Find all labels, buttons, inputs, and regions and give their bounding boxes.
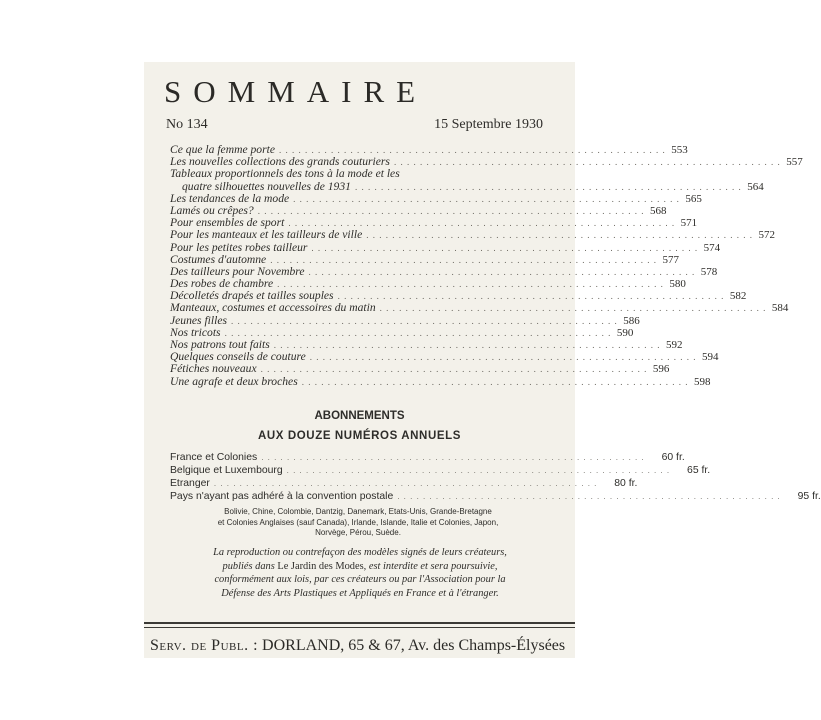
countries-line: Bolivie, Chine, Colombie, Dantzig, Danemark, Etats-Unis, Grande-Bretagne [224,507,492,516]
toc-entry [170,228,775,242]
toc-entry-title: Nos tricots [170,325,221,339]
footer-rule [144,622,575,624]
issue-date: 15 Septembre 1930 [434,117,543,132]
subscription-leader-dots: . . . . . . . . . . . . . . . . . . . . . . . . . . . . . . . . . . . . . . . . . . . . . . . . . . . . . . . . . . . . [397,492,781,501]
toc-entry-title: Des robes de chambre [170,277,274,291]
magazine-page [144,62,821,658]
toc-entry [170,313,640,327]
subscription-leader-dots: . . . . . . . . . . . . . . . . . . . . . . . . . . . . . . . . . . . . . . . . . . . . . . . . . . . . . . . . . . . . [261,453,645,462]
toc-leader-dots: . . . . . . . . . . . . . . . . . . . . . . . . . . . . . . . . . . . . . . . . . . . . . . . . . . . . . . . . . . . . [366,230,753,241]
toc-entry [170,168,546,180]
toc-entry-title: Nos patrons tout faits [170,338,270,351]
subscription-row [170,452,685,465]
toc-leader-dots: . . . . . . . . . . . . . . . . . . . . . . . . . . . . . . . . . . . . . . . . . . . . . . . . . . . . . . . . . . . . [293,193,680,204]
toc-entry-title: Pour ensembles de sport [170,216,285,230]
toc-leader-dots: . . . . . . . . . . . . . . . . . . . . . . . . . . . . . . . . . . . . . . . . . . . . . . . . . . . . . . . . . . . . [311,242,699,253]
toc-entry-title: Tableaux proportionnels des tons à la mode et les [170,167,400,181]
subscription-region: Pays n'ayant pas adhéré à la convention postale [170,491,394,502]
toc-leader-dots: . . . . . . . . . . . . . . . . . . . . . . . . . . . . . . . . . . . . . . . . . . . . . . . . . . . . . . . . . . . . [277,279,664,290]
subscription-price: 65 fr. [687,465,711,476]
toc-entry-title: Lamés ou crêpes? [170,203,254,217]
toc-entry-page: 571 [680,217,698,230]
toc-entry-title: Une agrafe et deux broches [170,374,298,388]
toc-leader-dots: . . . . . . . . . . . . . . . . . . . . . . . . . . . . . . . . . . . . . . . . . . . . . . . . . . . . . . . . . . . . [301,376,689,387]
toc-entry-title: Ce que la femme porte [170,143,275,156]
subscription-row [170,491,821,504]
toc-entry-page: 577 [662,253,679,266]
subscriptions-subheading: AUX DOUZE NUMÉROS ANNUELS [257,430,462,442]
subscription-leader-dots: . . . . . . . . . . . . . . . . . . . . . . . . . . . . . . . . . . . . . . . . . . . . . . . . . . . . . . . . . . . . [213,479,598,488]
subscription-price: 60 fr. [661,452,685,463]
notice-line: Défense des Arts Plastiques et Appliqués en France et à l'étranger. [221,587,499,599]
magazine-name: Le Jardin des Modes [277,560,364,572]
toc-entry [170,362,670,376]
issue-number: No 134 [166,117,208,132]
toc-leader-dots: . . . . . . . . . . . . . . . . . . . . . . . . . . . . . . . . . . . . . . . . . . . . . . . . . . . . . . . . . . . . [354,181,742,192]
toc-entry-title: Les nouvelles collections des grands couturiers [170,155,390,169]
toc-entry-page: 590 [616,326,634,339]
toc-leader-dots: . . . . . . . . . . . . . . . . . . . . . . . . . . . . . . . . . . . . . . . . . . . . . . . . . . . . . . . . . . . . [337,291,725,302]
toc-entry-page: 598 [693,375,711,388]
toc-entry-title: Jeunes filles [170,313,227,327]
toc-leader-dots: . . . . . . . . . . . . . . . . . . . . . . . . . . . . . . . . . . . . . . . . . . . . . . . . . . . . . . . . . . . . [393,157,781,168]
toc-entry [170,374,711,388]
countries-line: et Colonies Anglaises (sauf Canada), Irlande, Islande, Italie et Colonies, Japon, [217,517,499,527]
toc-leader-dots: . . . . . . . . . . . . . . . . . . . . . . . . . . . . . . . . . . . . . . . . . . . . . . . . . . . . . . . . . . . . [278,145,666,155]
footer-rule-thin [144,627,575,628]
footer-prefix: Serv. de Publ. : [150,637,259,654]
toc-entry-page: 582 [729,290,747,303]
toc-entry-page: 578 [700,265,718,278]
toc-entry-page: 592 [666,339,683,351]
subscription-price-list [170,452,821,504]
toc-entry-title: Quelques conseils de couture [170,350,306,364]
subscription-region: France et Colonies [170,452,258,463]
toc-leader-dots: . . . . . . . . . . . . . . . . . . . . . . . . . . . . . . . . . . . . . . . . . . . . . . . . . . . . . . . . . . . . [230,315,618,326]
toc-entry [170,240,721,254]
toc-entry-title: Fétiches nouveaux [170,362,257,376]
footer-address: DORLAND, 65 & 67, Av. des Champs-Élysées [258,637,566,654]
toc-entry-page: 572 [758,229,775,242]
toc-entry-title: Costumes d'automne [170,252,267,266]
toc-entry-title: Décolletés drapés et tailles souples [170,289,334,303]
toc-leader-dots: . . . . . . . . . . . . . . . . . . . . . . . . . . . . . . . . . . . . . . . . . . . . . . . . . . . . . . . . . . . . [257,205,645,216]
notice-line: publiés dans Le Jardin des Modes, est interdite et sera poursuivie, [222,560,498,572]
toc-entry-page: 594 [702,351,719,364]
toc-entry-page: 564 [747,180,764,193]
countries-note [170,507,546,539]
toc-entry-page: 557 [786,156,803,169]
subscription-price: 80 fr. [614,478,638,489]
subscription-row [170,478,638,491]
subscription-price: 95 fr. [797,491,821,502]
toc-entry-page: 565 [685,192,702,205]
copyright-notice [162,546,558,600]
toc-entry-title: Pour les manteaux et les tailleurs de ville [170,228,363,242]
table-of-contents [170,143,803,388]
subscriptions-heading: ABONNEMENTS [314,410,405,422]
toc-entry [170,301,789,315]
subscription-leader-dots: . . . . . . . . . . . . . . . . . . . . . . . . . . . . . . . . . . . . . . . . . . . . . . . . . . . . . . . . . . . . [286,466,671,475]
notice-line: conformément aux lois, par ces créateurs ou par l'Association pour la [214,574,506,585]
toc-entry-title: Les tendances de la mode [170,191,290,205]
toc-leader-dots: . . . . . . . . . . . . . . . . . . . . . . . . . . . . . . . . . . . . . . . . . . . . . . . . . . . . . . . . . . . . [224,327,612,338]
toc-entry-title: quatre silhouettes nouvelles de 1931 [182,179,351,193]
toc-entry [170,179,764,193]
toc-leader-dots: . . . . . . . . . . . . . . . . . . . . . . . . . . . . . . . . . . . . . . . . . . . . . . . . . . . . . . . . . . . . [273,340,661,350]
toc-entry-title: Pour les petites robes tailleur [170,240,308,254]
toc-entry-page: 596 [652,363,670,376]
toc-leader-dots: . . . . . . . . . . . . . . . . . . . . . . . . . . . . . . . . . . . . . . . . . . . . . . . . . . . . . . . . . . . . [288,218,676,229]
notice-line: La reproduction ou contrefaçon des modèles signés de leurs créateurs, [213,547,507,558]
toc-leader-dots: . . . . . . . . . . . . . . . . . . . . . . . . . . . . . . . . . . . . . . . . . . . . . . . . . . . . . . . . . . . . [379,303,767,314]
toc-entry-page: 586 [623,314,640,327]
page-title: SOMMAIRE [164,74,428,109]
subscription-region: Belgique et Luxembourg [170,465,283,476]
toc-entry-title: Des tailleurs pour Novembre [170,264,305,278]
toc-entry-title: Manteaux, costumes et accessoires du matin [170,301,376,315]
toc-leader-dots: . . . . . . . . . . . . . . . . . . . . . . . . . . . . . . . . . . . . . . . . . . . . . . . . . . . . . . . . . . . . [270,254,657,265]
subscription-row [170,465,711,478]
toc-entry-page: 574 [703,241,721,254]
subscription-region: Etranger [170,478,210,489]
toc-entry-page: 580 [669,278,686,291]
toc-entry-page: 553 [671,144,688,156]
publicity-footer [150,637,575,655]
toc-leader-dots: . . . . . . . . . . . . . . . . . . . . . . . . . . . . . . . . . . . . . . . . . . . . . . . . . . . . . . . . . . . . [308,266,696,277]
countries-line: Norvège, Pérou, Suède. [315,528,401,537]
toc-leader-dots: . . . . . . . . . . . . . . . . . . . . . . . . . . . . . . . . . . . . . . . . . . . . . . . . . . . . . . . . . . . . [309,352,697,363]
toc-entry-page: 568 [649,204,667,217]
toc-leader-dots: . . . . . . . . . . . . . . . . . . . . . . . . . . . . . . . . . . . . . . . . . . . . . . . . . . . . . . . . . . . . [260,364,648,375]
toc-entry-page: 584 [771,302,789,315]
